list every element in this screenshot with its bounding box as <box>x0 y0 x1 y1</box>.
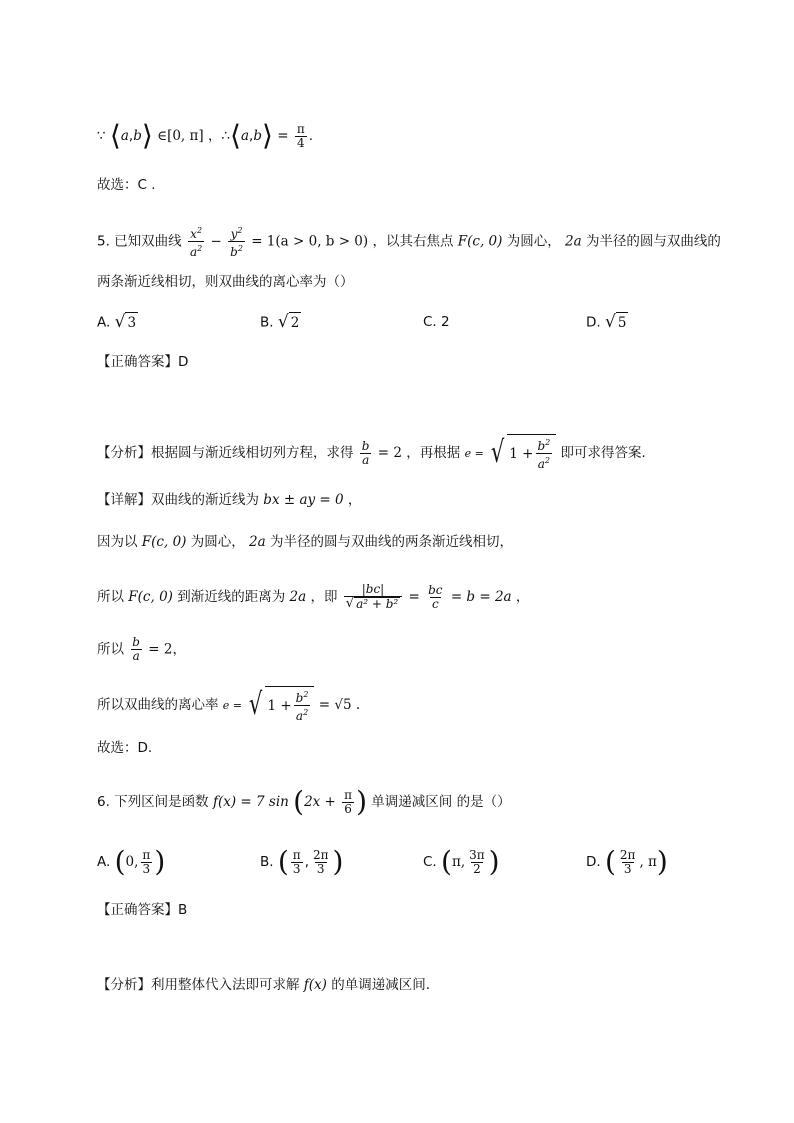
because-symbol: ∵ <box>97 128 106 144</box>
option-5a: A. √ 3 <box>97 312 137 332</box>
option-6a: A. (0, $\frac{\pi}{3}$ ) <box>97 845 166 878</box>
question-5-line-1: 5. 已知双曲线 $\frac{x^2}{a^2}$ − $\frac{y^2}{b^2}$ = 1(a > 0, b > 0) ，以其右焦点 F(c, 0) 为圆心， 2a 为半径的圆与双曲线的 <box>97 226 721 259</box>
pi-over-four: $\frac{\pi}{4}$ <box>296 121 305 150</box>
answer-6: 【正确答案】B <box>97 902 188 918</box>
analysis-5: 【分析】根据圆与渐近线相切列方程，求得 $\frac{b}{a}$ = 2 ，再根据 e = √ 1 + $\frac{b^2}{a^2}$ 即可求得答案. <box>97 435 646 471</box>
option-6b: B. ( $\frac{\pi}{3}$ , $\frac{2\pi}{3}$ ) <box>260 845 344 878</box>
answer-5-detail: 故选：D. <box>97 740 153 756</box>
option-5d: D. √ 5 <box>586 312 627 332</box>
interval-text: ∈[0, π] <box>157 128 204 144</box>
question-6: 6. 下列区间是函数 f(x) = 7 sin (2x + $\frac{\pi}{6}$ ) 单调递减区间 的是（） <box>97 785 511 818</box>
option-5b: B. √ 2 <box>260 312 300 332</box>
detail-5-line-5: 所以双曲线的离心率 e = √ 1 + $\frac{b^2}{a^2}$ = √5 . <box>97 687 361 723</box>
answer-4: 故选：C . <box>97 177 156 193</box>
detail-5-line-2: 因为以 F(c, 0) 为圆心， 2a 为半径的圆与双曲线的两条渐近线相切， <box>97 534 513 550</box>
question-5-line-2: 两条渐近线相切，则双曲线的离心率为（） <box>97 274 354 290</box>
answer-5: 【正确答案】D <box>97 354 189 370</box>
option-6c: C. (π, $\frac{3\pi}{2}$ ) <box>423 845 500 878</box>
detail-5-line-4: 所以 $\frac{b}{a}$ = 2， <box>97 635 186 663</box>
detail-5-line-3: 所以 F(c, 0) 到渐近线的距离为 2a ，即 |bc| √ a² + b² = $\frac{bc}{c}$ = b = 2a ， <box>97 582 530 611</box>
detail-5-line-1: 【详解】双曲线的渐近线为 bx ± ay = 0 ， <box>97 492 362 508</box>
option-5c: C. 2 <box>423 314 450 330</box>
analysis-6: 【分析】利用整体代入法即可求解 f(x) 的单调递减区间. <box>97 977 431 993</box>
option-6d: D. ( $\frac{2\pi}{3}$ , π) <box>586 845 668 878</box>
top-formula-line: ∵ ⟨a,b⟩ ∈[0, π] ，∴⟨a,b⟩ = $\frac{\pi}{4}$ . <box>97 119 314 152</box>
